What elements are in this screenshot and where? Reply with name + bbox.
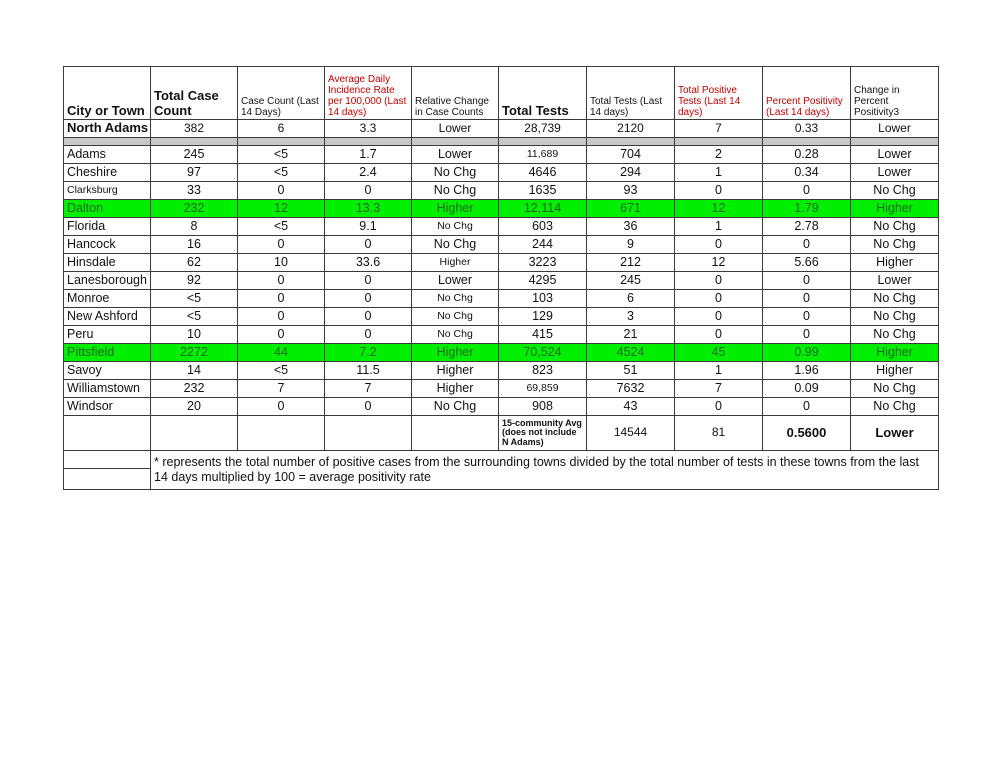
table-cell: 0	[238, 398, 325, 416]
table-cell: 51	[587, 362, 675, 380]
separator-cell	[499, 138, 587, 146]
table-cell: 245	[587, 272, 675, 290]
table-cell: No Chg	[851, 182, 939, 200]
separator-cell	[412, 138, 499, 146]
table-row	[64, 146, 939, 164]
table-cell: No Chg	[851, 218, 939, 236]
separator-cell	[325, 138, 412, 146]
table-cell: No Chg	[851, 236, 939, 254]
table-cell: 3	[587, 308, 675, 326]
table-cell: <5	[238, 362, 325, 380]
table-cell: 0	[238, 290, 325, 308]
spreadsheet	[63, 66, 939, 490]
table-cell: 294	[587, 164, 675, 182]
table-cell: 6	[587, 290, 675, 308]
table-cell: 0	[325, 236, 412, 254]
separator-cell	[238, 138, 325, 146]
table-cell: 33	[151, 182, 238, 200]
table-row	[64, 254, 939, 272]
table-cell: Lower	[851, 120, 939, 138]
table-row	[64, 326, 939, 344]
table-cell: 0	[325, 290, 412, 308]
town-name: Lanesborough	[64, 272, 151, 290]
table-cell: 13.3	[325, 200, 412, 218]
town-name: Windsor	[64, 398, 151, 416]
header-total-positive-14: Total Positive Tests (Last 14 days)	[675, 67, 763, 120]
footnote-row	[64, 451, 939, 490]
table-row	[64, 182, 939, 200]
table-row	[64, 236, 939, 254]
table-cell: 0	[763, 182, 851, 200]
summary-percent-positivity: 0.5600	[763, 416, 851, 451]
summary-change: Lower	[851, 416, 939, 451]
table-cell: 7	[325, 380, 412, 398]
table-cell: Lower	[412, 120, 499, 138]
table-cell: 0.28	[763, 146, 851, 164]
table-cell: 69,859	[499, 380, 587, 398]
table-cell: 704	[587, 146, 675, 164]
table-cell: 0.34	[763, 164, 851, 182]
table-cell: 0	[325, 308, 412, 326]
header-row	[64, 67, 939, 120]
table-cell: No Chg	[412, 308, 499, 326]
table-cell: <5	[238, 164, 325, 182]
table-cell: 11,689	[499, 146, 587, 164]
empty-cell	[325, 416, 412, 451]
table-cell: 44	[238, 344, 325, 362]
table-cell: 11.5	[325, 362, 412, 380]
table-row	[64, 344, 939, 362]
table-cell: 6	[238, 120, 325, 138]
table-cell: 0	[675, 290, 763, 308]
town-name: Dalton	[64, 200, 151, 218]
table-cell: 7	[675, 120, 763, 138]
table-cell: 1635	[499, 182, 587, 200]
table-cell: <5	[151, 290, 238, 308]
table-cell: 93	[587, 182, 675, 200]
table-cell: 0	[763, 308, 851, 326]
table-cell: 97	[151, 164, 238, 182]
town-name: New Ashford	[64, 308, 151, 326]
separator-cell	[763, 138, 851, 146]
table-cell: Lower	[851, 164, 939, 182]
table-cell: 9.1	[325, 218, 412, 236]
town-name: Peru	[64, 326, 151, 344]
table-cell: 0	[763, 290, 851, 308]
table-cell: 12	[675, 200, 763, 218]
summary-tests-14: 14544	[587, 416, 675, 451]
table-cell: 45	[675, 344, 763, 362]
town-name: Cheshire	[64, 164, 151, 182]
separator-cell	[587, 138, 675, 146]
table-cell: Higher	[851, 344, 939, 362]
table-cell: 0	[675, 182, 763, 200]
header-change-positivity: Change in Percent Positivity3	[851, 67, 939, 120]
table-cell: 20	[151, 398, 238, 416]
table-cell: No Chg	[412, 164, 499, 182]
table-cell: <5	[151, 308, 238, 326]
footnote: * represents the total number of positive cases from the surrounding towns divided by the total number of tests in these towns from the last 14 days multiplied by 100 = average positivity rate	[151, 451, 939, 490]
town-name: Pittsfield	[64, 344, 151, 362]
table-cell: 0	[675, 308, 763, 326]
header-total-case-count: Total Case Count	[151, 67, 238, 120]
header-total-tests-14: Total Tests (Last 14 days)	[587, 67, 675, 120]
table-cell: Higher	[412, 254, 499, 272]
table-cell: Higher	[851, 200, 939, 218]
table-cell: 7	[675, 380, 763, 398]
table-cell: 2.4	[325, 164, 412, 182]
table-cell: Higher	[412, 362, 499, 380]
separator-cell	[151, 138, 238, 146]
table-cell: 4524	[587, 344, 675, 362]
table-cell: 3.3	[325, 120, 412, 138]
table-cell: Higher	[851, 362, 939, 380]
table-cell: 0	[763, 236, 851, 254]
table-row	[64, 362, 939, 380]
table-cell: 7.2	[325, 344, 412, 362]
table-cell: 4646	[499, 164, 587, 182]
table-cell: 0	[325, 326, 412, 344]
table-row	[64, 290, 939, 308]
table-cell: 0	[238, 182, 325, 200]
separator-cell	[64, 138, 151, 146]
table-cell: 0.33	[763, 120, 851, 138]
table-cell: 0	[763, 326, 851, 344]
table-cell: 415	[499, 326, 587, 344]
table-cell: Higher	[412, 200, 499, 218]
table-cell: 823	[499, 362, 587, 380]
table-cell: No Chg	[851, 326, 939, 344]
table-cell: 0.99	[763, 344, 851, 362]
table-cell: No Chg	[851, 380, 939, 398]
table-row	[64, 272, 939, 290]
empty-cell	[238, 416, 325, 451]
table-cell: 16	[151, 236, 238, 254]
separator-row	[64, 138, 939, 146]
table-row-north-adams	[64, 120, 939, 138]
header-percent-positivity: Percent Positivity (Last 14 days)	[763, 67, 851, 120]
table-cell: 12	[238, 200, 325, 218]
table-cell: 0	[763, 398, 851, 416]
table-cell: 92	[151, 272, 238, 290]
table-cell: 1	[675, 218, 763, 236]
table-cell: 33.6	[325, 254, 412, 272]
table-cell: No Chg	[412, 290, 499, 308]
table-cell: Higher	[851, 254, 939, 272]
header-avg-daily-incidence: Average Daily Incidence Rate per 100,000 (Last 14 days)	[325, 67, 412, 120]
table-cell: No Chg	[412, 182, 499, 200]
table-cell: Higher	[412, 344, 499, 362]
header-case-count-14: Case Count (Last 14 Days)	[238, 67, 325, 120]
town-name: Monroe	[64, 290, 151, 308]
table-cell: No Chg	[851, 290, 939, 308]
table-cell: 0	[675, 272, 763, 290]
table-cell: Lower	[851, 272, 939, 290]
table-cell: 0	[675, 236, 763, 254]
table-cell: 2.78	[763, 218, 851, 236]
table-row	[64, 218, 939, 236]
town-name: Hancock	[64, 236, 151, 254]
table-cell: No Chg	[412, 398, 499, 416]
table-row	[64, 308, 939, 326]
table-cell: 0.09	[763, 380, 851, 398]
table-cell: 0	[238, 236, 325, 254]
empty-cell	[151, 416, 238, 451]
table-cell: 1.79	[763, 200, 851, 218]
table-cell: 0	[238, 326, 325, 344]
town-name: Adams	[64, 146, 151, 164]
table-cell: 382	[151, 120, 238, 138]
table-cell: 0	[238, 308, 325, 326]
table-cell: 1	[675, 362, 763, 380]
table-row	[64, 200, 939, 218]
table-cell: Higher	[412, 380, 499, 398]
table-cell: 12,114	[499, 200, 587, 218]
table-cell: 129	[499, 308, 587, 326]
table-row	[64, 164, 939, 182]
table-cell: 0	[675, 326, 763, 344]
table-cell: 0	[325, 182, 412, 200]
header-city: City or Town	[64, 67, 151, 120]
table-cell: 2120	[587, 120, 675, 138]
separator-cell	[675, 138, 763, 146]
table-cell: 28,739	[499, 120, 587, 138]
table-cell: 232	[151, 380, 238, 398]
table-cell: No Chg	[851, 308, 939, 326]
table-cell: 1	[675, 164, 763, 182]
table-cell: 0	[675, 398, 763, 416]
table-cell: <5	[238, 218, 325, 236]
table-cell: 8	[151, 218, 238, 236]
table-cell: 2272	[151, 344, 238, 362]
table-cell: 212	[587, 254, 675, 272]
empty-cell	[64, 416, 151, 451]
table-cell: 7	[238, 380, 325, 398]
table-cell: 3223	[499, 254, 587, 272]
empty-subcell	[64, 451, 150, 469]
table-cell: 0	[238, 272, 325, 290]
table-cell: 0	[325, 398, 412, 416]
table-cell: 5.66	[763, 254, 851, 272]
town-name: Hinsdale	[64, 254, 151, 272]
table-cell: 671	[587, 200, 675, 218]
table-cell: 14	[151, 362, 238, 380]
table-cell: No Chg	[412, 236, 499, 254]
table-cell: 10	[151, 326, 238, 344]
table-cell: 70,524	[499, 344, 587, 362]
town-name: Clarksburg	[64, 182, 151, 200]
table-cell: 0	[325, 272, 412, 290]
table-cell: 7632	[587, 380, 675, 398]
summary-row	[64, 416, 939, 451]
table-cell: 908	[499, 398, 587, 416]
table-cell: 10	[238, 254, 325, 272]
table-cell: 4295	[499, 272, 587, 290]
table-cell: 232	[151, 200, 238, 218]
table-cell: 12	[675, 254, 763, 272]
table-cell: <5	[238, 146, 325, 164]
empty-cell	[64, 451, 151, 490]
table-cell: 245	[151, 146, 238, 164]
table-cell: No Chg	[412, 218, 499, 236]
table-cell: 43	[587, 398, 675, 416]
town-name: Savoy	[64, 362, 151, 380]
empty-cell	[412, 416, 499, 451]
table-cell: No Chg	[851, 398, 939, 416]
town-name: Williamstown	[64, 380, 151, 398]
table-cell: 103	[499, 290, 587, 308]
town-name: Florida	[64, 218, 151, 236]
header-relative-change: Relative Change in Case Counts	[412, 67, 499, 120]
table-cell: 244	[499, 236, 587, 254]
table-cell: 1.96	[763, 362, 851, 380]
table-row	[64, 380, 939, 398]
covid-data-table	[63, 66, 939, 490]
table-cell: Lower	[412, 272, 499, 290]
table-cell: 21	[587, 326, 675, 344]
table-row	[64, 398, 939, 416]
table-cell: 2	[675, 146, 763, 164]
table-cell: 1.7	[325, 146, 412, 164]
table-cell: 0	[763, 272, 851, 290]
table-cell: 9	[587, 236, 675, 254]
table-cell: Lower	[412, 146, 499, 164]
header-total-tests: Total Tests	[499, 67, 587, 120]
table-cell: No Chg	[412, 326, 499, 344]
table-cell: 36	[587, 218, 675, 236]
summary-positive-14: 81	[675, 416, 763, 451]
town-name: North Adams	[64, 120, 151, 138]
table-cell: 603	[499, 218, 587, 236]
summary-label: 15-community Avg (does not include N Adams)	[499, 416, 587, 451]
table-cell: Lower	[851, 146, 939, 164]
separator-cell	[851, 138, 939, 146]
table-cell: 62	[151, 254, 238, 272]
